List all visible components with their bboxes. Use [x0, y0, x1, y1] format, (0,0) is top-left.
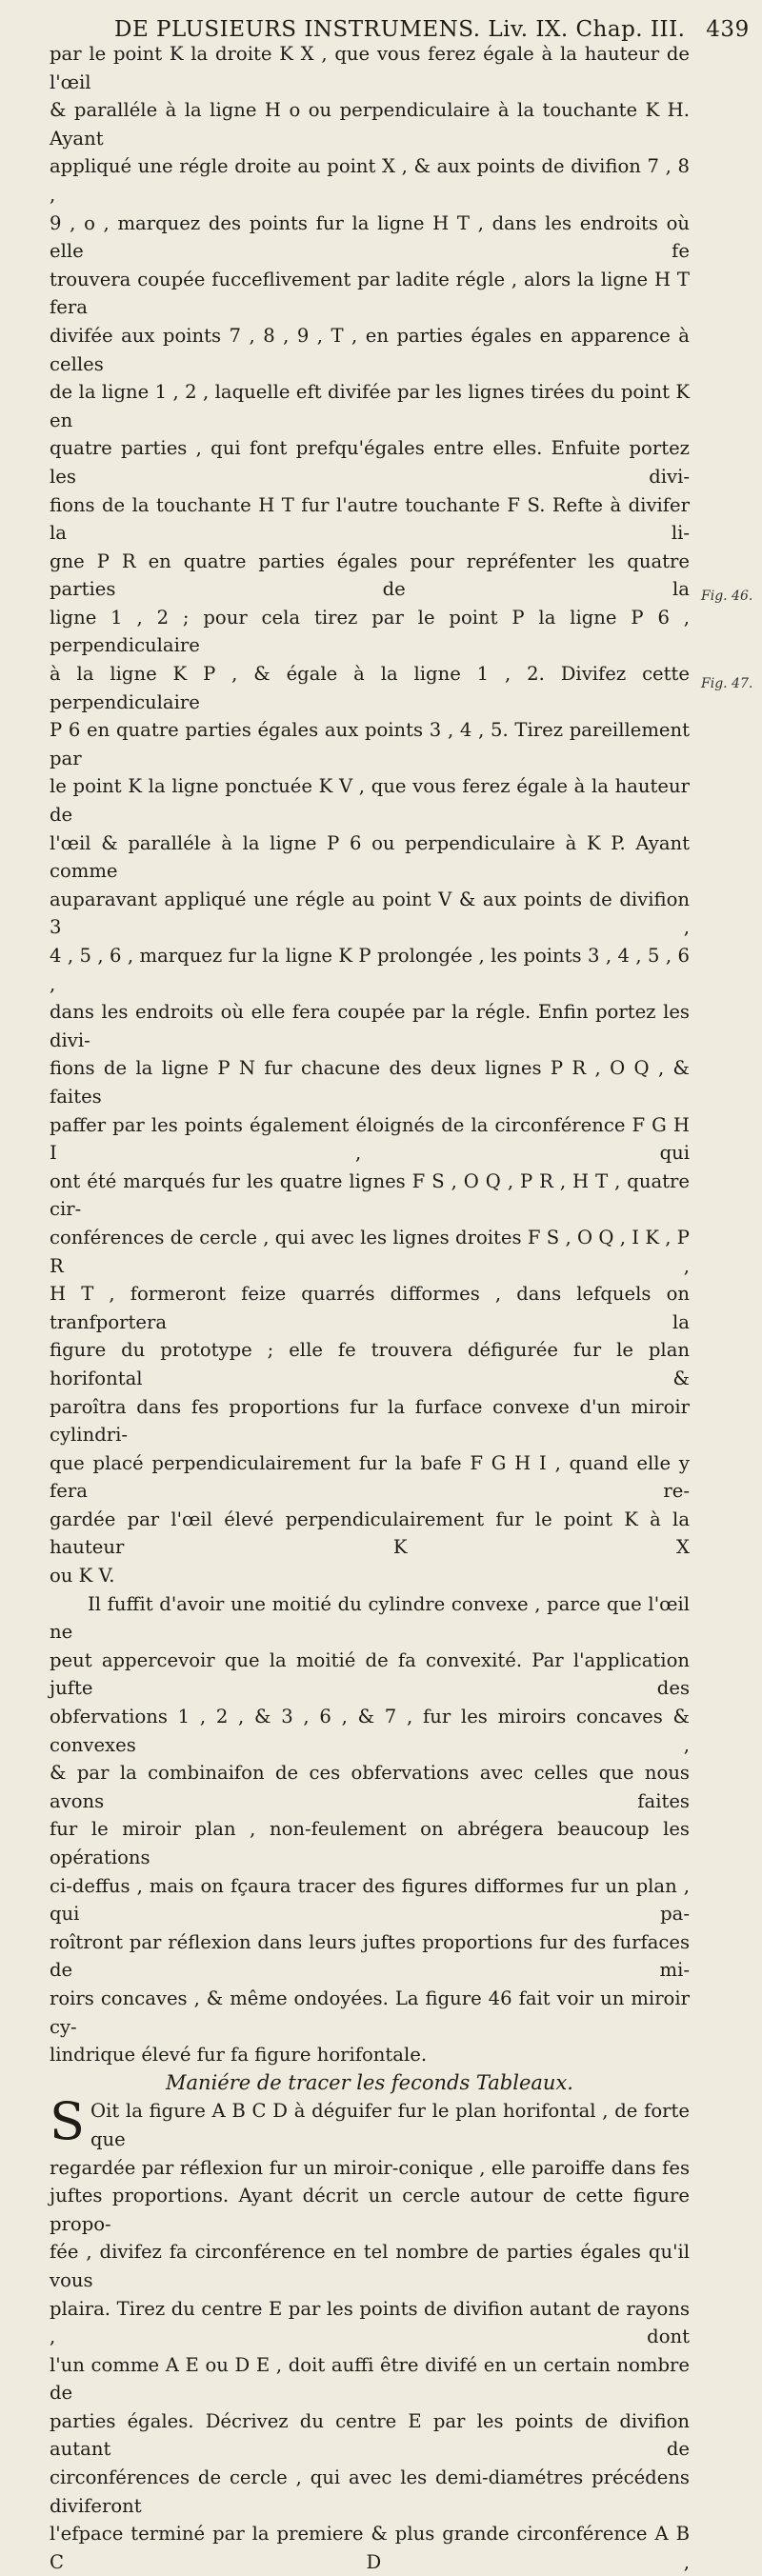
text-line: gardée par l'œil élevé perpendiculairement fur le point K à la hauteur K X: [50, 1508, 690, 1559]
text-line: lindrique élevé fur fa figure horifontale.: [50, 2044, 428, 2067]
text-line: l'un comme A E ou D E , doit auffi être divifé en un certain nombre de: [50, 2353, 690, 2405]
text-line: peut appercevoir que la moitié de fa convexité. Par l'application jufte des: [50, 1648, 690, 1700]
text-line: divifée aux points 7 , 8 , 9 , T , en parties égales en apparence à celles: [50, 324, 690, 375]
text-line: & par la combinaifon de ces obfervations avec celles que nous avons faites: [50, 1762, 690, 1812]
text-line: auparavant appliqué une régle au point V & aux points de divifion 3 ,: [50, 888, 690, 939]
text-line: obfervations 1 , 2 , & 3 , 6 , & 7 , fur les miroirs concaves & convexes ,: [50, 1706, 690, 1756]
text-line: fur le miroir plan , non-feulement on abrégera beaucoup les opérations: [50, 1818, 690, 1868]
text-line: & paralléle à la ligne H o ou perpendiculaire à la touchante K H. Ayant: [50, 99, 690, 150]
text-line: circonférences de cercle , qui avec les demi-diamétres précédens diviferont: [50, 2466, 690, 2517]
text-line: 4 , 5 , 6 , marquez fur la ligne K P prolongée , les points 3 , 4 , 5 , 6 ,: [50, 945, 690, 995]
text-line: de la ligne 1 , 2 , laquelle eft divifée par les lignes tirées du point K en: [50, 381, 690, 431]
text-line: que placé perpendiculairement fur la bafe F G H I , quand elle y fera re-: [50, 1451, 690, 1503]
text-line: trouvera coupée fucceflivement par ladite régle , alors la ligne H T fera: [50, 268, 690, 319]
text-line: P 6 en quatre parties égales aux points 3 , 4 , 5. Tirez pareillement par: [50, 719, 690, 769]
text-line: l'efpace terminé par la premiere & plus grande circonférence A B C D ,: [50, 2523, 690, 2573]
text-line: dans les endroits où elle fera coupée par la régle. Enfin portez les divi-: [50, 1001, 690, 1051]
text-line: appliqué une régle droite au point X , & aux points de divifion 7 , 8 ,: [50, 155, 690, 206]
text-line: conférences de cercle , qui avec les lignes droites F S , O Q , I K , P R ,: [50, 1226, 690, 1277]
text-line: fions de la ligne P N fur chacune des deux lignes P R , O Q , & faites: [50, 1057, 690, 1108]
text-line: ligne 1 , 2 ; pour cela tirez par le point P la ligne P 6 , perpendiculaire: [50, 606, 690, 657]
section-title: Maniére de tracer les feconds Tableaux.: [166, 2070, 573, 2094]
text-line: figure du prototype ; elle fe trouvera défigurée fur le plan horifontal &: [50, 1339, 690, 1389]
text-line: à la ligne K P , & égale à la ligne 1 , 2. Divifez cette perpendiculaire: [50, 663, 690, 713]
drop-cap: S: [50, 2091, 85, 2152]
running-header: [114, 17, 750, 42]
text-line: l'œil & paralléle à la ligne P 6 ou perpendiculaire à K P. Ayant comme: [50, 831, 690, 883]
text-line: le point K la ligne ponctuée K V , que vous ferez égale à la hauteur de: [50, 775, 690, 827]
text-line: ont été marqués fur les quatre lignes F S , O Q , P R , H T , quatre cir-: [50, 1169, 690, 1221]
margin-note-fig-47: Fig. 47.: [701, 676, 753, 691]
text-line: paffer par les points également éloignés de la circonférence F G H I , qui: [50, 1113, 690, 1165]
page-body: [50, 40, 690, 2576]
text-line: ou K V.: [50, 1565, 115, 1588]
text-line: roirs concaves , & même ondoyées. La figure 46 fait voir un miroir cy-: [50, 1987, 690, 2038]
paragraph-3: [50, 2091, 690, 2576]
text-line: fée , divifez fa circonférence en tel nombre de parties égales qu'il vous: [50, 2241, 690, 2291]
text-line: ci-deffus , mais on fçaura tracer des figures difformes fur un plan , qui pa-: [50, 1874, 690, 1926]
text-line: parties égales. Décrivez du centre E par les points de divifion autant de: [50, 2409, 690, 2461]
running-title: DE PLUSIEURS INSTRUMENS. Liv. IX. Chap. III.: [114, 17, 686, 42]
text-line: roîtront par réflexion dans leurs juftes proportions fur des furfaces de mi-: [50, 1930, 690, 1982]
margin-note-fig-46: Fig. 46.: [701, 589, 753, 604]
text-line: paroîtra dans fes proportions fur la furface convexe d'un miroir cylindri-: [50, 1395, 690, 1447]
text-line: par le point K la droite K X , que vous ferez égale à la hauteur de l'œil: [50, 43, 690, 93]
paragraph-2: [50, 1590, 690, 2069]
paragraph-1: [50, 40, 690, 1590]
text-line: regardée par réflexion fur un miroir-conique , elle paroiffe dans fes: [50, 2156, 690, 2179]
text-line: quatre parties , qui font prefqu'égales entre elles. Enfuite portez les divi-: [50, 437, 690, 488]
text-line: fions de la touchante H T fur l'autre touchante F S. Refte à divifer la li-: [50, 493, 690, 545]
text-line: 9 , o , marquez des points fur la ligne H T , dans les endroits où elle fe: [50, 211, 690, 263]
text-line: plaira. Tirez du centre E par les points de divifion autant de rayons , dont: [50, 2297, 690, 2348]
text-line: juftes proportions. Ayant décrit un cercle autour de cette figure propo-: [50, 2185, 690, 2235]
text-line: Oit la figure A B C D à déguifer fur le plan horifontal , de forte que: [90, 2100, 690, 2150]
text-line: H T , formeront feize quarrés difformes , dans lefquels on tranfportera la: [50, 1283, 690, 1333]
page-number: 439: [706, 17, 750, 42]
text-line: Il fuffit d'avoir une moitié du cylindre convexe , parce que l'œil ne: [50, 1592, 690, 1644]
text-line: gne P R en quatre parties égales pour repréfenter les quatre parties de la: [50, 549, 690, 601]
